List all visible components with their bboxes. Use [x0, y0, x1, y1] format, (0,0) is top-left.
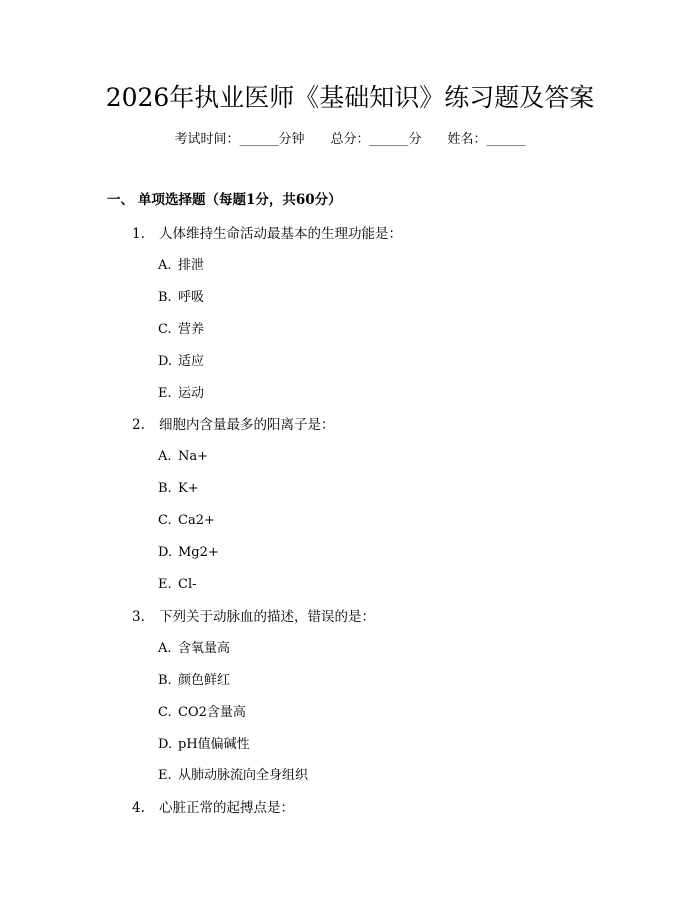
question-number: 1. — [132, 226, 145, 242]
option-letter: E. — [158, 768, 172, 783]
option-text: 营养 — [178, 322, 205, 337]
answer-option — [158, 479, 199, 499]
option-text: 颜色鲜红 — [178, 673, 231, 688]
option-letter: A. — [158, 641, 172, 656]
option-letter: B. — [158, 290, 172, 305]
total-score-field: 总分：______分 — [330, 132, 422, 147]
question-stem — [132, 607, 375, 627]
option-letter: B. — [158, 673, 172, 688]
answer-option — [158, 320, 204, 340]
section-number: 一、 — [107, 192, 134, 208]
question-number: 4. — [132, 800, 145, 816]
question-stem — [132, 224, 402, 244]
question-number: 2. — [132, 417, 145, 433]
answer-option — [158, 256, 204, 276]
option-text: Mg2+ — [178, 545, 219, 560]
section-title: 单项选择题（每题1分，共60分） — [138, 192, 342, 208]
name-field: 姓名：______ — [447, 132, 526, 147]
option-text: 适应 — [178, 354, 205, 369]
question-text: 心脏正常的起搏点是： — [159, 800, 294, 816]
answer-option — [158, 384, 204, 404]
option-letter: E. — [158, 577, 172, 592]
option-text: 从肺动脉流向全身组织 — [178, 768, 309, 783]
option-letter: D. — [158, 737, 173, 752]
answer-option — [158, 703, 246, 723]
question-text: 人体维持生命活动最基本的生理功能是： — [159, 226, 402, 242]
option-letter: C. — [158, 705, 172, 720]
answer-option — [158, 511, 215, 531]
option-text: pH值偏碱性 — [178, 737, 250, 752]
answer-option — [158, 543, 219, 563]
option-text: 运动 — [178, 386, 205, 401]
option-letter: E. — [158, 386, 172, 401]
answer-option — [158, 352, 204, 372]
option-letter: C. — [158, 322, 172, 337]
option-text: 含氧量高 — [178, 641, 231, 656]
exam-time-field: 考试时间：______分钟 — [174, 132, 305, 147]
question-text: 下列关于动脉血的描述，错误的是： — [159, 609, 375, 625]
option-letter: D. — [158, 545, 173, 560]
document-title: 2026年执业医师《基础知识》练习题及答案 — [105, 83, 595, 112]
answer-option — [158, 639, 230, 659]
exam-info-line — [0, 130, 700, 150]
answer-option — [158, 671, 230, 691]
option-text: Ca2+ — [178, 513, 215, 528]
option-letter: A. — [158, 449, 172, 464]
question-text: 细胞内含量最多的阳离子是： — [159, 417, 335, 433]
option-letter: B. — [158, 481, 172, 496]
option-text: 呼吸 — [178, 290, 205, 305]
answer-option — [158, 575, 197, 595]
question-stem — [132, 415, 335, 435]
answer-option — [158, 288, 204, 308]
answer-option — [158, 766, 308, 786]
option-text: CO2含量高 — [178, 705, 246, 720]
answer-option — [158, 447, 208, 467]
option-letter: A. — [158, 258, 172, 273]
option-text: K+ — [178, 481, 199, 496]
option-text: Na+ — [178, 449, 209, 464]
option-text: 排泄 — [178, 258, 205, 273]
option-text: Cl- — [178, 577, 197, 592]
section-heading — [107, 190, 342, 210]
question-number: 3. — [132, 609, 145, 625]
question-stem — [132, 798, 294, 818]
answer-option — [158, 735, 250, 755]
option-letter: C. — [158, 513, 172, 528]
option-letter: D. — [158, 354, 173, 369]
